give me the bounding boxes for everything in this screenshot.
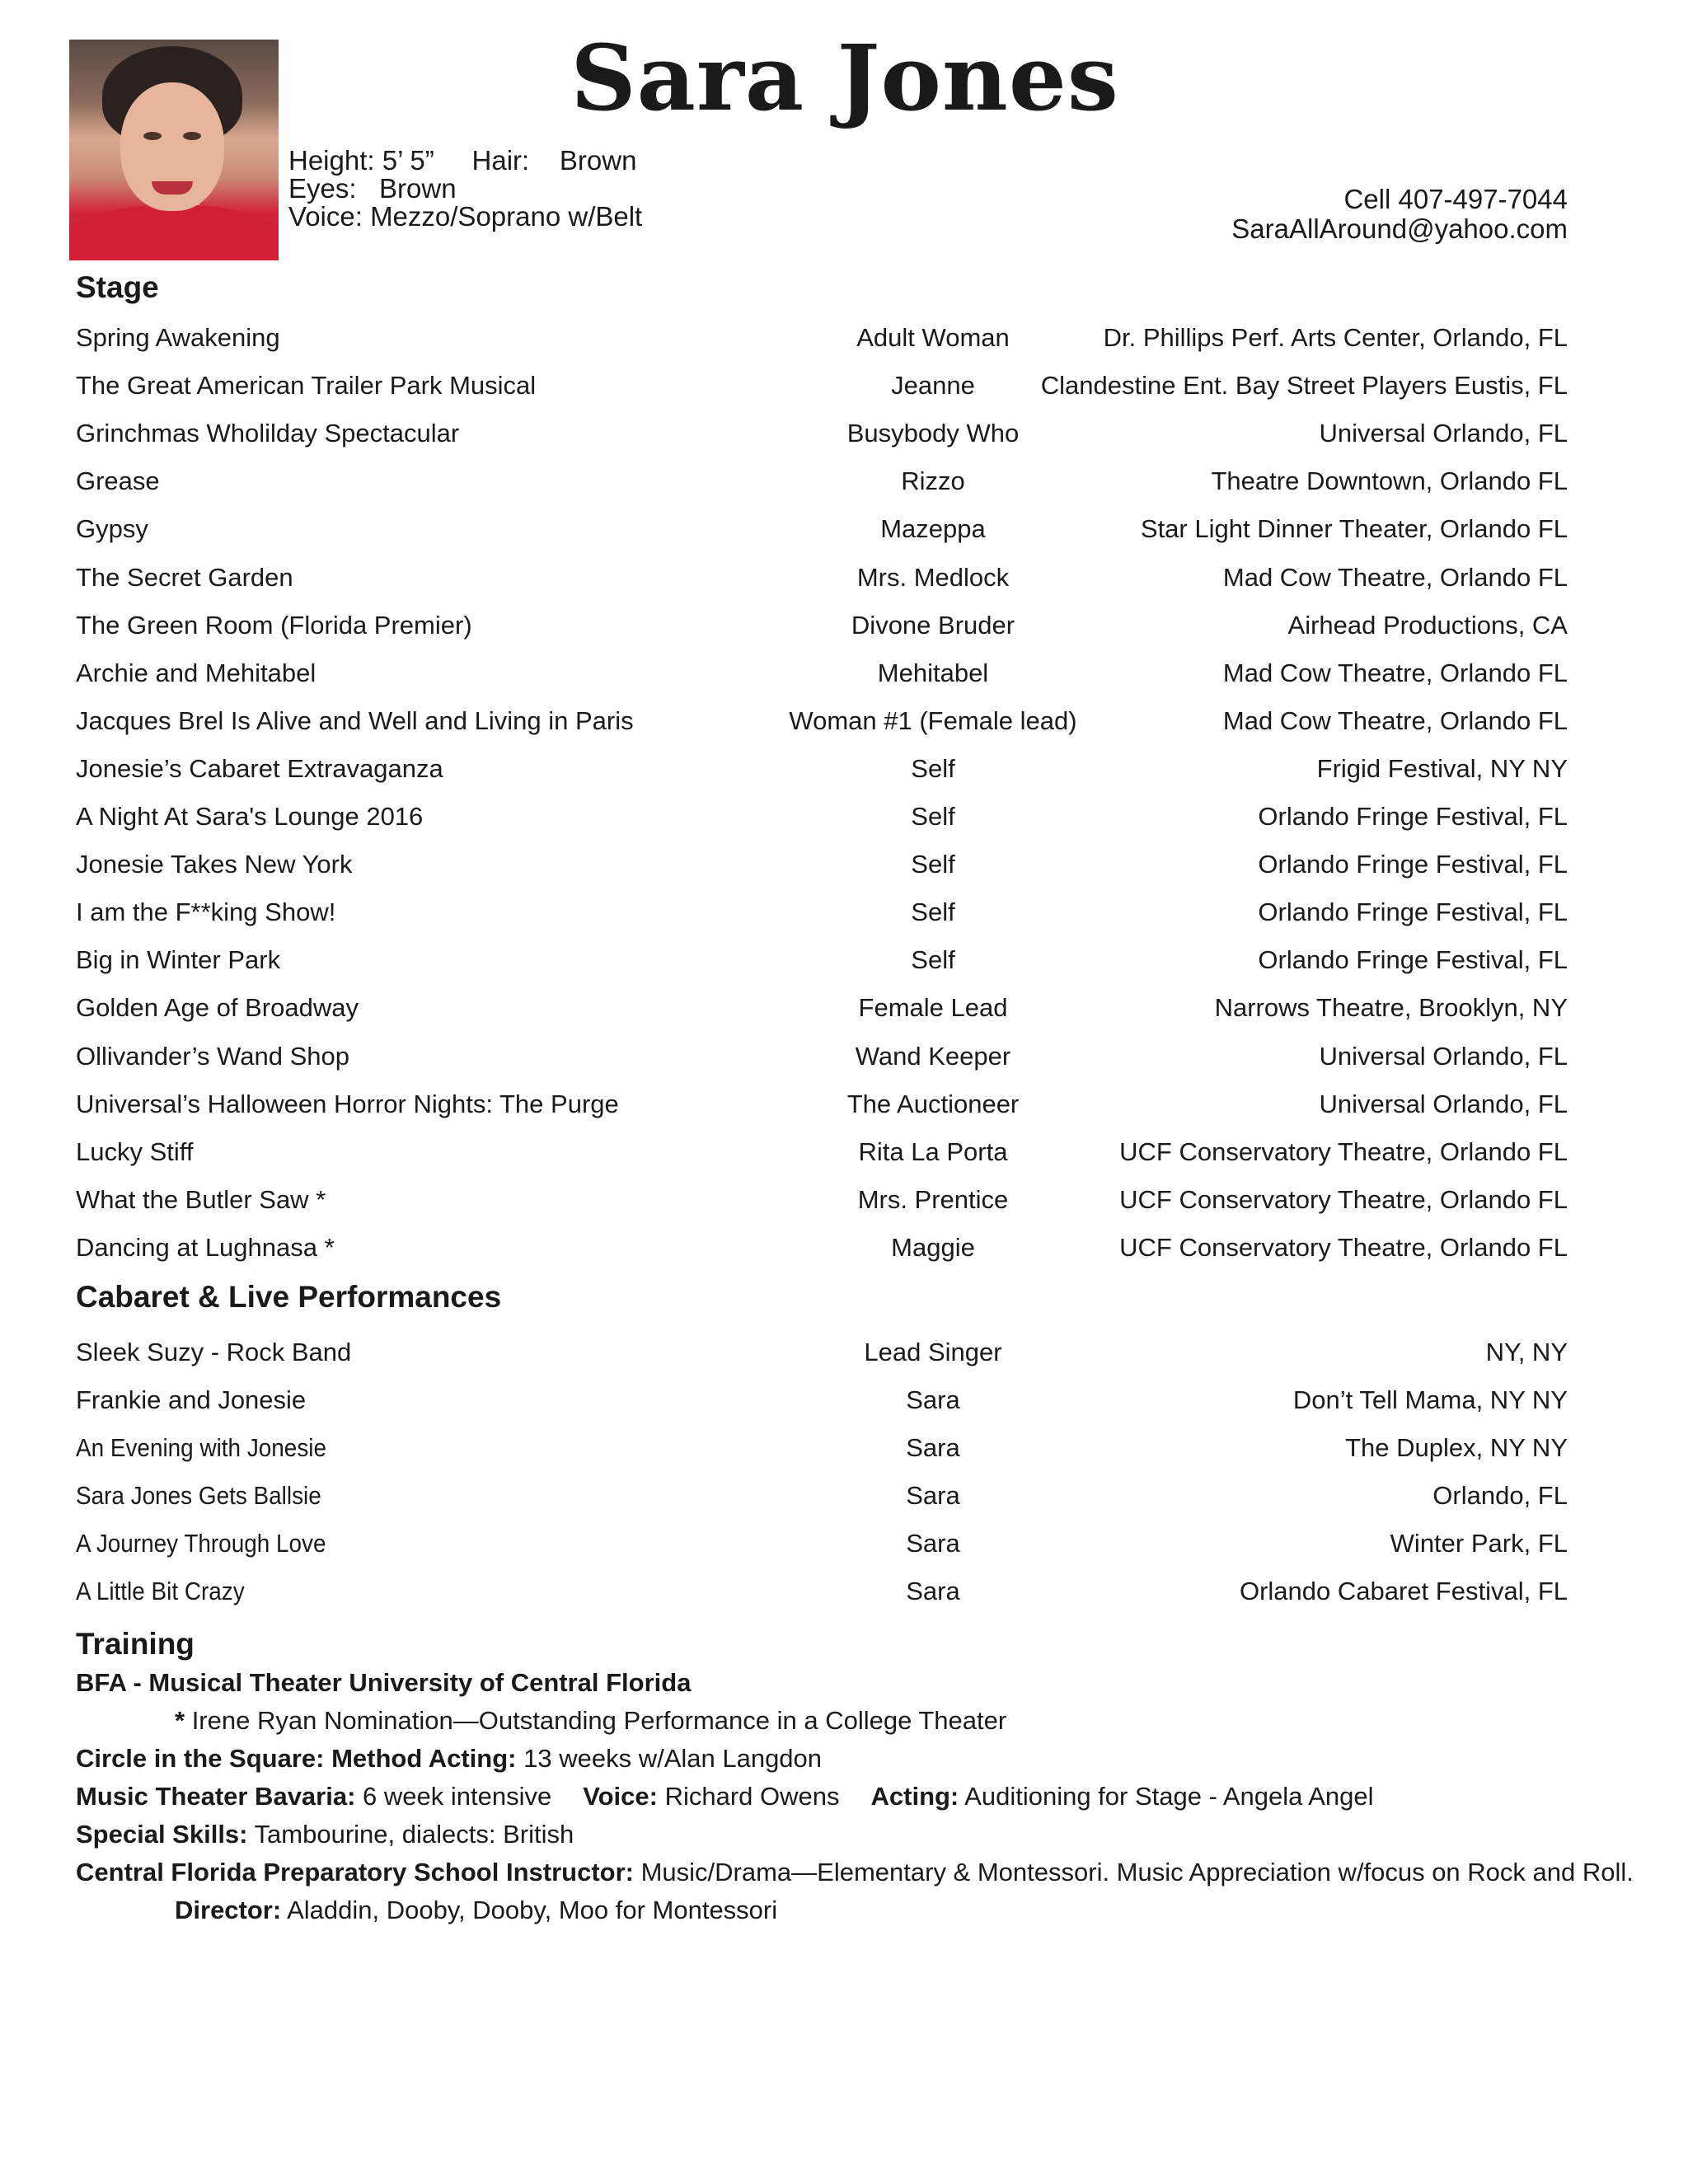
role: Sara [906,1433,960,1462]
skills-label: Special Skills: [76,1820,248,1849]
list-item [76,1042,1568,1075]
venue: Orlando Fringe Festival, FL [1258,945,1568,975]
bavaria-label: Music Theater Bavaria: [76,1782,356,1811]
role: Sara [906,1577,960,1605]
venue: Universal Orlando, FL [1319,1089,1568,1118]
bavaria-value: 6 week intensive [355,1782,552,1811]
email-address: SaraAllAround@yahoo.com [1231,213,1568,244]
role: Sara [906,1529,960,1558]
list-item [76,850,1568,883]
venue: Universal Orlando, FL [1319,1041,1568,1071]
list-item [76,371,1568,404]
venue: Orlando, FL [1432,1481,1568,1510]
production-title: Archie and Mehitabel [76,658,316,687]
acting-label: Acting: [870,1782,959,1811]
venue: Orlando Fringe Festival, FL [1258,898,1568,927]
circle-value: 13 weeks w/Alan Langdon [516,1744,823,1773]
production-title: Jacques Brel Is Alive and Well and Living in Paris [76,705,634,735]
role: Wand Keeper [855,1041,1011,1071]
voice-label: Voice: [583,1782,658,1811]
role: Busybody Who [846,419,1020,448]
venue: Clandestine Ent. Bay Street Players Eustis, FL [1040,371,1568,401]
list-item [76,754,1568,787]
role: Adult Woman [856,323,1010,352]
cfps-value: Music/Drama—Elementary & Montessori. Music Appreciation w/focus on Rock and Roll. [633,1858,1634,1886]
training-director [175,1896,777,1925]
venue: Mad Cow Theatre, Orlando FL [1222,705,1568,735]
role: Mrs. Medlock [856,562,1010,592]
section-title-training: Training [76,1627,195,1661]
venue: Universal Orlando, FL [1319,419,1568,448]
production-title: Dancing at Lughnasa * [76,1232,335,1262]
photo-jacket [69,204,279,260]
production-title: The Secret Garden [76,562,293,592]
role: Jeanne [891,371,975,401]
list-item [76,1233,1568,1266]
production-title: Jonesie Takes New York [76,850,353,879]
photo-eye-right [183,132,201,140]
list-item [76,1385,1568,1418]
director-label: Director: [175,1896,282,1924]
production-title: Golden Age of Broadway [76,993,359,1023]
production-title: What the Butler Saw * [76,1184,326,1214]
page-title: Sara Jones [570,25,1119,131]
production-title: A Night At Sara's Lounge 2016 [76,802,424,831]
production-title: A Journey Through Love [76,1529,326,1558]
venue: Don’t Tell Mama, NY NY [1292,1385,1568,1414]
irene-star: * [175,1706,185,1735]
list-item [76,658,1568,691]
list-item [76,611,1568,644]
production-title: Sara Jones Gets Ballsie [76,1481,321,1510]
role: Mazeppa [880,514,986,544]
venue: UCF Conservatory Theatre, Orlando FL [1119,1184,1568,1214]
training-irene [175,1706,1006,1736]
list-item [76,1433,1568,1466]
list-item [76,1338,1568,1371]
production-title: Universal’s Halloween Horror Nights: The Purge [76,1089,619,1118]
venue: Theatre Downtown, Orlando FL [1211,466,1568,496]
list-item [76,563,1568,596]
role: Female Lead [858,993,1008,1023]
role: Self [911,945,955,975]
headshot-photo [69,40,279,260]
production-title: Ollivander’s Wand Shop [76,1041,349,1071]
director-value: Aladdin, Dooby, Dooby, Moo for Montessori [281,1896,778,1924]
venue: Star Light Dinner Theater, Orlando FL [1140,514,1568,544]
training-bfa [76,1668,691,1698]
production-title: Gypsy [76,514,148,544]
role: Rizzo [901,466,965,496]
production-title: Lucky Stiff [76,1137,194,1166]
venue: The Duplex, NY NY [1345,1433,1568,1462]
photo-eye-left [143,132,162,140]
vitals-line: Voice: Mezzo/Soprano w/Belt [288,201,643,232]
venue: NY, NY [1485,1338,1568,1366]
venue: Airhead Productions, CA [1287,610,1568,640]
role: Self [911,898,955,927]
list-item [76,419,1568,452]
list-item [76,802,1568,835]
production-title: Grease [76,466,160,496]
list-item [76,1529,1568,1562]
venue: Winter Park, FL [1390,1529,1568,1558]
role: Woman #1 (Female lead) [789,705,1077,735]
section-title-stage: Stage [76,270,159,304]
venue: Frigid Festival, NY NY [1316,753,1568,783]
bfa-degree: BFA - Musical Theater University of Central Florida [76,1668,692,1697]
training-cfps [76,1858,1634,1887]
production-title: Grinchmas Wholilday Spectacular [76,419,460,448]
list-item [76,993,1568,1026]
list-item [76,1577,1568,1610]
list-item [76,898,1568,930]
production-title: I am the F**king Show! [76,898,336,927]
role: Sara [906,1481,960,1510]
role: The Auctioneer [846,1089,1020,1118]
venue: Orlando Cabaret Festival, FL [1239,1577,1568,1605]
venue: Mad Cow Theatre, Orlando FL [1222,562,1568,592]
cell-phone: Cell 407-497-7044 [1343,184,1568,214]
venue: Narrows Theatre, Brooklyn, NY [1214,993,1568,1023]
role: Self [911,753,955,783]
training-circle [76,1744,822,1774]
list-item [76,945,1568,978]
voice-value: Richard Owens [657,1782,840,1811]
section-title-cabaret: Cabaret & Live Performances [76,1280,502,1314]
venue: Dr. Phillips Perf. Arts Center, Orlando, FL [1103,323,1568,352]
role: Sara [906,1385,960,1414]
role: Mrs. Prentice [857,1184,1009,1214]
list-item [76,1090,1568,1122]
acting-value: Auditioning for Stage - Angela Angel [959,1782,1374,1811]
role: Self [911,850,955,879]
vitals [288,147,642,231]
production-title: Jonesie’s Cabaret Extravaganza [76,753,443,783]
production-title: A Little Bit Crazy [76,1577,245,1605]
role: Mehitabel [877,658,989,687]
list-item [76,1185,1568,1218]
circle-label: Circle in the Square: Method Acting: [76,1744,517,1773]
production-title: An Evening with Jonesie [76,1433,326,1462]
role: Self [911,802,955,831]
role: Rita La Porta [858,1137,1008,1166]
role: Divone Bruder [851,610,1015,640]
training-bavaria [76,1782,1374,1811]
list-item [76,706,1568,739]
venue: Orlando Fringe Festival, FL [1258,802,1568,831]
production-title: The Green Room (Florida Premier) [76,610,472,640]
venue: UCF Conservatory Theatre, Orlando FL [1119,1232,1568,1262]
list-item [76,466,1568,499]
cfps-label: Central Florida Preparatory School Instructor: [76,1858,634,1886]
production-title: Spring Awakening [76,323,280,352]
production-title: Big in Winter Park [76,945,281,975]
production-title: Frankie and Jonesie [76,1385,307,1414]
list-item [76,1481,1568,1514]
venue: Mad Cow Theatre, Orlando FL [1222,658,1568,687]
production-title: Sleek Suzy - Rock Band [76,1338,352,1366]
venue: UCF Conservatory Theatre, Orlando FL [1119,1137,1568,1166]
irene-nomination: Irene Ryan Nomination—Outstanding Performance in a College Theater [185,1706,1007,1735]
list-item [76,323,1568,356]
contact-info [1231,185,1568,244]
list-item [76,1137,1568,1170]
skills-value: Tambourine, dialects: British [247,1820,574,1849]
vitals-line: Eyes: Brown [288,173,457,204]
production-title: The Great American Trailer Park Musical [76,371,537,401]
vitals-line: Height: 5’ 5” Hair: Brown [288,145,637,176]
list-item [76,514,1568,547]
role: Maggie [891,1232,975,1262]
training-skills [76,1820,574,1849]
role: Lead Singer [864,1338,1002,1366]
venue: Orlando Fringe Festival, FL [1258,850,1568,879]
